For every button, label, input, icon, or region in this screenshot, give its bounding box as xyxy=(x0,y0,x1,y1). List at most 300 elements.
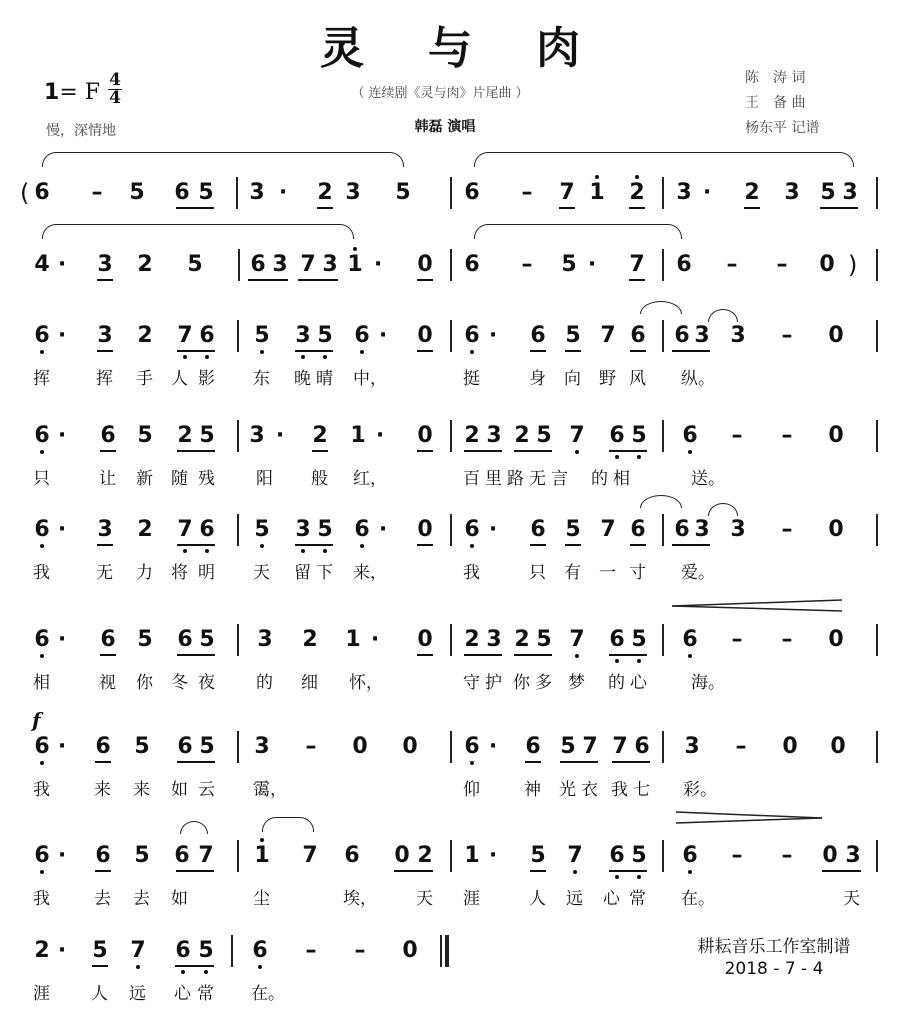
lyric: 天 xyxy=(843,889,860,909)
note: 3 xyxy=(249,423,265,448)
footer xyxy=(676,936,872,980)
note: 7 xyxy=(582,734,598,759)
note: – xyxy=(521,252,533,277)
note: 0 xyxy=(828,627,844,652)
note: 5 xyxy=(317,323,333,348)
underline-beam xyxy=(176,870,214,872)
underline-beam xyxy=(417,450,433,452)
note: – xyxy=(731,843,743,868)
lyric: 梦 xyxy=(568,673,585,693)
lyric: 霭， xyxy=(253,780,287,800)
lyric: 如 xyxy=(171,889,188,909)
note: · xyxy=(370,627,380,652)
note: 6 xyxy=(676,252,692,277)
note: 6 xyxy=(250,252,266,277)
lyric: 的 xyxy=(591,469,608,489)
high-octave-dot xyxy=(353,247,357,251)
note: 3 xyxy=(295,323,311,348)
underline-beam xyxy=(612,761,650,763)
low-octave-dot xyxy=(323,355,327,359)
lyric: 在。 xyxy=(681,889,715,909)
note: 2 xyxy=(464,627,480,652)
lyric: 阳 xyxy=(256,469,273,489)
note: 5 xyxy=(536,423,552,448)
barline xyxy=(662,731,664,763)
note: 6 xyxy=(34,843,50,868)
lyric: 挥 xyxy=(96,369,113,389)
barline xyxy=(237,840,239,872)
barline xyxy=(876,249,878,281)
note: 5 xyxy=(536,627,552,652)
underline-beam xyxy=(298,279,338,281)
lyric: 只 xyxy=(529,563,546,583)
note: 0 xyxy=(417,627,433,652)
lyric: 野 xyxy=(599,369,616,389)
note: 6 xyxy=(174,843,190,868)
low-octave-dot xyxy=(301,355,305,359)
note: 7 xyxy=(612,734,628,759)
note: 6 xyxy=(34,323,50,348)
note: 0 xyxy=(402,734,418,759)
key-note: = F xyxy=(59,80,101,105)
lyric: 人 xyxy=(171,369,188,389)
note: 5 xyxy=(92,938,108,963)
low-octave-dot xyxy=(136,965,140,969)
note: 6 xyxy=(630,323,646,348)
underline-beam xyxy=(629,279,645,281)
note: 6 xyxy=(252,938,268,963)
note: 3 xyxy=(845,843,861,868)
note: 5 xyxy=(199,627,215,652)
high-octave-dot xyxy=(595,175,599,179)
note: 3 xyxy=(842,180,858,205)
note: 0 xyxy=(822,843,838,868)
low-octave-dot xyxy=(181,970,185,974)
note: 6 xyxy=(344,843,360,868)
note: · xyxy=(378,323,388,348)
note: 3 xyxy=(486,627,502,652)
note: 3 xyxy=(730,517,746,542)
note: 2 xyxy=(137,323,153,348)
note: 0 xyxy=(417,323,433,348)
underline-beam xyxy=(609,654,647,656)
note: 5 xyxy=(631,627,647,652)
lyric: 海。 xyxy=(691,673,725,693)
note: 0 xyxy=(352,734,368,759)
underline-beam xyxy=(514,450,552,452)
low-octave-dot xyxy=(301,549,305,553)
underline-beam xyxy=(295,544,333,546)
underline-beam xyxy=(177,654,215,656)
note: 5 xyxy=(565,517,581,542)
note: 5 xyxy=(198,938,214,963)
lyric: 留 xyxy=(294,563,311,583)
lyric: 影 xyxy=(198,369,215,389)
note: · xyxy=(57,323,67,348)
note: 6 xyxy=(95,843,111,868)
underline-beam xyxy=(525,761,541,763)
note: · xyxy=(488,843,498,868)
note: 2 xyxy=(514,423,530,448)
lyric: 埃， xyxy=(343,889,377,909)
lyric: 的 xyxy=(608,673,625,693)
underline-beam xyxy=(417,279,433,281)
note: 2 xyxy=(629,180,645,205)
underline-beam xyxy=(560,761,598,763)
lyric: 手 xyxy=(136,369,153,389)
note: · xyxy=(488,517,498,542)
note: · xyxy=(275,423,285,448)
note: 3 xyxy=(97,252,113,277)
note: 5 xyxy=(187,252,203,277)
underline-beam xyxy=(100,450,116,452)
note: 3 xyxy=(257,627,273,652)
low-octave-dot xyxy=(615,455,619,459)
tie-arc xyxy=(640,301,682,314)
note: · xyxy=(57,843,67,868)
note: – xyxy=(726,252,738,277)
note: 6 xyxy=(464,323,480,348)
lyric: 的 xyxy=(256,673,273,693)
note: 3 xyxy=(676,180,692,205)
lyric: 百 xyxy=(463,469,480,489)
note: 5 xyxy=(317,517,333,542)
final-barline-thick xyxy=(445,935,449,967)
lyric: 尘 xyxy=(253,889,270,909)
note: 5 xyxy=(395,180,411,205)
note: 6 xyxy=(354,517,370,542)
note: – xyxy=(781,627,793,652)
underline-beam xyxy=(95,761,111,763)
note: – xyxy=(735,734,747,759)
lyric: 相 xyxy=(613,469,630,489)
note: 2 xyxy=(514,627,530,652)
note: – xyxy=(305,734,317,759)
note: 0 xyxy=(819,252,835,277)
note: 7 xyxy=(569,627,585,652)
time-signature-top: 4 xyxy=(109,70,121,90)
lyric: 天 xyxy=(253,563,270,583)
note: 6 xyxy=(177,734,193,759)
underline-beam xyxy=(177,450,215,452)
barline xyxy=(450,249,452,281)
note: 3 xyxy=(322,252,338,277)
note: 3 xyxy=(694,517,710,542)
barline xyxy=(662,177,664,209)
lyric: 云 xyxy=(198,780,215,800)
note: 6 xyxy=(34,627,50,652)
lyric: 人 xyxy=(529,889,546,909)
underline-beam xyxy=(417,544,433,546)
note: 5 xyxy=(137,627,153,652)
lyric: 冬 xyxy=(171,673,188,693)
lyric: 向 xyxy=(564,369,581,389)
key-signature xyxy=(44,80,100,105)
note: – xyxy=(776,252,788,277)
lyric: 去 xyxy=(94,889,111,909)
low-octave-dot xyxy=(204,970,208,974)
time-signature xyxy=(108,72,122,107)
barline xyxy=(237,624,239,656)
barline xyxy=(237,320,239,352)
note: 6 xyxy=(530,323,546,348)
note: 6 xyxy=(682,423,698,448)
lyric: 明 xyxy=(198,563,215,583)
lyric: 来 xyxy=(133,780,150,800)
note: 0 xyxy=(828,423,844,448)
low-octave-dot xyxy=(40,350,44,354)
underline-beam xyxy=(530,350,546,352)
note: 7 xyxy=(300,252,316,277)
note: 6 xyxy=(177,627,193,652)
underline-beam xyxy=(248,279,288,281)
note: 6 xyxy=(174,180,190,205)
underline-beam xyxy=(176,207,214,209)
lyric: 寸 xyxy=(629,563,646,583)
note: · xyxy=(57,734,67,759)
underline-beam xyxy=(177,350,215,352)
underline-beam xyxy=(559,207,575,209)
lyric: 我 xyxy=(33,780,50,800)
note: 6 xyxy=(95,734,111,759)
lyric: 东 xyxy=(253,369,270,389)
underline-beam xyxy=(820,207,858,209)
underline-beam xyxy=(295,350,333,352)
lyric: 只 xyxy=(33,469,50,489)
note: 6 xyxy=(525,734,541,759)
note: · xyxy=(57,938,67,963)
note: 6 xyxy=(674,517,690,542)
slur-arc xyxy=(262,817,314,832)
note: 7 xyxy=(559,180,575,205)
low-octave-dot xyxy=(615,875,619,879)
lyric: 我 xyxy=(463,563,480,583)
lyric: 细 xyxy=(301,673,318,693)
underline-beam xyxy=(317,207,333,209)
underline-beam xyxy=(609,870,647,872)
underline-beam xyxy=(630,544,646,546)
low-octave-dot xyxy=(205,355,209,359)
lyric: 七 xyxy=(633,780,650,800)
slur-arc xyxy=(42,224,354,239)
underline-beam xyxy=(97,350,113,352)
note: 0 xyxy=(830,734,846,759)
note: 6 xyxy=(634,734,650,759)
underline-beam xyxy=(417,350,433,352)
barline xyxy=(662,514,664,546)
studio-credit: 耕耘音乐工作室制谱 xyxy=(697,937,851,957)
lyric: 风 xyxy=(629,369,646,389)
note: 6 xyxy=(609,627,625,652)
lyric: 力 xyxy=(136,563,153,583)
lyric: 护 xyxy=(485,673,502,693)
low-octave-dot xyxy=(360,544,364,548)
note: 0 xyxy=(828,517,844,542)
note: 7 xyxy=(600,517,616,542)
low-octave-dot xyxy=(637,455,641,459)
note: 6 xyxy=(682,627,698,652)
singer-credit: 韩磊 演唱 xyxy=(414,119,476,135)
barline xyxy=(876,731,878,763)
lyric: 涯 xyxy=(33,984,50,1004)
note: · xyxy=(373,252,383,277)
lyric: 心 xyxy=(630,673,647,693)
note: 2 xyxy=(137,252,153,277)
low-octave-dot xyxy=(360,350,364,354)
lyric: 心 xyxy=(603,889,620,909)
high-octave-dot xyxy=(260,838,264,842)
underline-beam xyxy=(95,870,111,872)
high-octave-dot xyxy=(635,175,639,179)
low-octave-dot xyxy=(183,549,187,553)
composer-credit: 王 备 曲 xyxy=(745,95,806,111)
low-octave-dot xyxy=(470,544,474,548)
key-tonic: 1 xyxy=(44,80,60,105)
note: 5 xyxy=(631,423,647,448)
lyric: 如 xyxy=(171,780,188,800)
note: 3 xyxy=(272,252,288,277)
lyric: 我 xyxy=(33,563,50,583)
lyric: 般 xyxy=(311,469,328,489)
barline xyxy=(662,320,664,352)
note: 2 xyxy=(464,423,480,448)
tie-arc xyxy=(708,309,738,322)
underline-beam xyxy=(565,544,581,546)
barline xyxy=(662,249,664,281)
low-octave-dot xyxy=(183,355,187,359)
note: · xyxy=(278,180,288,205)
note: 3 xyxy=(97,517,113,542)
underline-beam xyxy=(97,544,113,546)
note: 2 xyxy=(137,517,153,542)
low-octave-dot xyxy=(40,654,44,658)
note: 6 xyxy=(199,323,215,348)
lyric: 来， xyxy=(353,563,387,583)
lyric: 仰 xyxy=(463,780,480,800)
note: – xyxy=(781,843,793,868)
note: – xyxy=(91,180,103,205)
underline-beam xyxy=(312,450,328,452)
note: – xyxy=(731,423,743,448)
credits xyxy=(745,66,819,141)
underline-beam xyxy=(464,654,502,656)
note: 5 xyxy=(560,734,576,759)
final-barline-thin xyxy=(440,935,442,967)
note: · xyxy=(57,517,67,542)
tie-arc xyxy=(708,503,738,516)
barline xyxy=(876,177,878,209)
low-octave-dot xyxy=(688,870,692,874)
date-stamp: 2018 - 7 - 4 xyxy=(724,959,824,979)
underline-beam xyxy=(177,544,215,546)
lyric: 爱。 xyxy=(681,563,715,583)
tempo-marking: 慢，深情地 xyxy=(46,123,116,139)
note: 6 xyxy=(609,843,625,868)
note: · xyxy=(488,734,498,759)
note: 6 xyxy=(100,423,116,448)
underline-beam xyxy=(744,207,760,209)
low-octave-dot xyxy=(470,761,474,765)
note: 0 xyxy=(828,323,844,348)
note: 2 xyxy=(302,627,318,652)
note: 3 xyxy=(486,423,502,448)
note: 7 xyxy=(302,843,318,868)
note: 5 xyxy=(129,180,145,205)
note: 7 xyxy=(600,323,616,348)
underline-beam xyxy=(175,965,214,967)
note: 5 xyxy=(134,843,150,868)
underline-beam xyxy=(92,965,108,967)
slur-arc xyxy=(474,224,682,239)
low-octave-dot xyxy=(688,450,692,454)
lyric: 守 xyxy=(463,673,480,693)
underline-beam xyxy=(530,870,546,872)
transcriber-credit: 杨东平 记谱 xyxy=(745,120,820,136)
note: 6 xyxy=(34,517,50,542)
note: 5 xyxy=(199,423,215,448)
time-signature-bottom: 4 xyxy=(109,88,121,108)
lyric: 彩。 xyxy=(683,780,717,800)
note: 0 xyxy=(417,517,433,542)
note: 0 xyxy=(782,734,798,759)
slur-arc xyxy=(42,152,404,167)
barline xyxy=(876,840,878,872)
note: 5 xyxy=(254,323,270,348)
note: 6 xyxy=(464,180,480,205)
lyric: 常 xyxy=(197,984,214,1004)
low-octave-dot xyxy=(40,870,44,874)
lyric: 怀， xyxy=(349,673,383,693)
underline-beam xyxy=(97,279,113,281)
barline xyxy=(450,514,452,546)
note: 6 xyxy=(609,423,625,448)
lyric: 你 xyxy=(513,673,530,693)
lyric: 送。 xyxy=(691,469,725,489)
note: 2 xyxy=(312,423,328,448)
note: 7 xyxy=(569,423,585,448)
underline-beam xyxy=(464,450,502,452)
underline-beam xyxy=(177,761,215,763)
underline-beam xyxy=(822,870,861,872)
lyric: 晚 xyxy=(294,369,311,389)
note: 7 xyxy=(198,843,214,868)
underline-beam xyxy=(417,654,433,656)
note: 0 xyxy=(417,252,433,277)
lyric: 多 xyxy=(535,673,552,693)
subtitle: （ 连续剧《灵与肉》片尾曲 ） xyxy=(351,86,529,101)
note: 2 xyxy=(177,423,193,448)
crescendo-hairpin xyxy=(670,598,850,614)
low-octave-dot xyxy=(575,450,579,454)
barline xyxy=(450,320,452,352)
note: 2 xyxy=(317,180,333,205)
note: – xyxy=(731,627,743,652)
underline-beam xyxy=(672,544,710,546)
note: 6 xyxy=(175,938,191,963)
note: 5 xyxy=(137,423,153,448)
note: 5 xyxy=(561,252,577,277)
note: · xyxy=(57,627,67,652)
note: 5 xyxy=(134,734,150,759)
low-octave-dot xyxy=(688,654,692,658)
note: 6 xyxy=(464,517,480,542)
barline xyxy=(237,420,239,452)
barline xyxy=(450,177,452,209)
note: 6 xyxy=(464,734,480,759)
note: 6 xyxy=(34,734,50,759)
decrescendo-hairpin xyxy=(674,810,834,826)
note: 7 xyxy=(177,517,193,542)
